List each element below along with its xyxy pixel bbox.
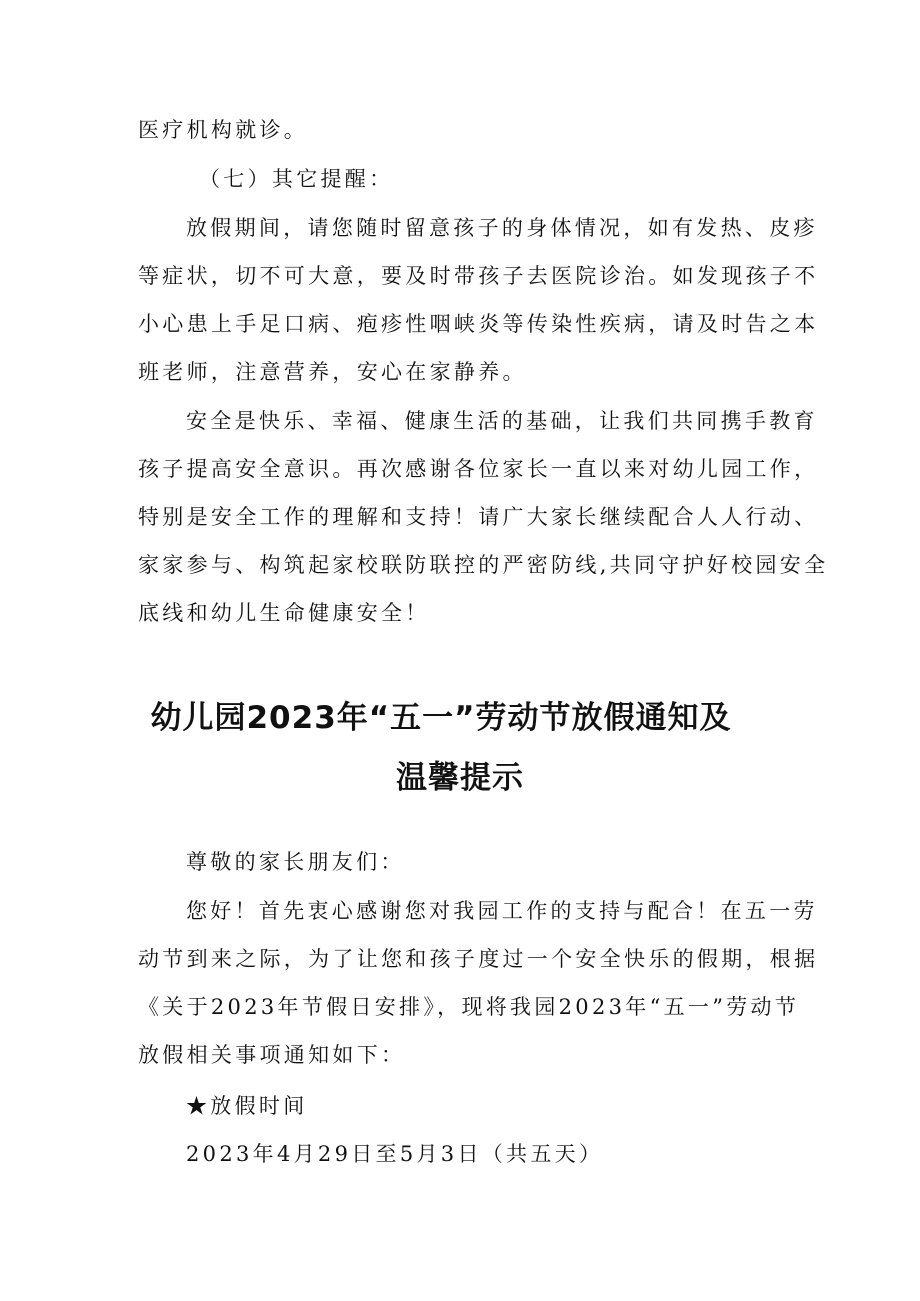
notice-title: 幼儿园2023年“五一”劳动节放假通知及: [150, 700, 732, 736]
text-line: 特别是安全工作的理解和支持！请广大家长继续配合人人行动、: [138, 505, 819, 529]
greeting: 尊敬的家长朋友们：: [186, 850, 405, 874]
text-line: 家家参与、构筑起家校联防联控的严密防线,共同守护好校园安全: [138, 553, 829, 577]
text-line: 放假期间，请您随时留意孩子的身体情况，如有发热、皮疹: [186, 216, 818, 240]
text-line: 安全是快乐、幸福、健康生活的基础，让我们共同携手教育: [186, 409, 818, 433]
text-line: 等症状，切不可大意，要及时带孩子去医院诊治。如发现孩子不: [138, 264, 819, 288]
holiday-heading: ★放假时间: [186, 1094, 308, 1118]
text-line: 动节到来之际，为了让您和孩子度过一个安全快乐的假期，根据: [138, 947, 819, 971]
text-line: 《关于2023年节假日安排》，现将我园2023年“五一”劳动节: [138, 995, 800, 1019]
text-line: 放假相关事项通知如下：: [138, 1043, 406, 1067]
text-line: 底线和幼儿生命健康安全！: [138, 601, 430, 625]
text-line: 医疗机构就诊。: [138, 118, 309, 142]
notice-title-continued: 温馨提示: [396, 760, 524, 796]
text-line: 班老师，注意营养，安心在家静养。: [138, 360, 527, 384]
holiday-dates: 2023年4月29日至5月3日（共五天）: [186, 1142, 604, 1166]
text-line: 小心患上手足口病、疱疹性咽峡炎等传染性疾病，请及时告之本: [138, 312, 819, 336]
section-heading: （七）其它提醒：: [199, 167, 394, 191]
text-line: 您好！首先衷心感谢您对我园工作的支持与配合！在五一劳: [186, 899, 818, 923]
text-line: 孩子提高安全意识。再次感谢各位家长一直以来对幼儿园工作，: [138, 457, 819, 481]
